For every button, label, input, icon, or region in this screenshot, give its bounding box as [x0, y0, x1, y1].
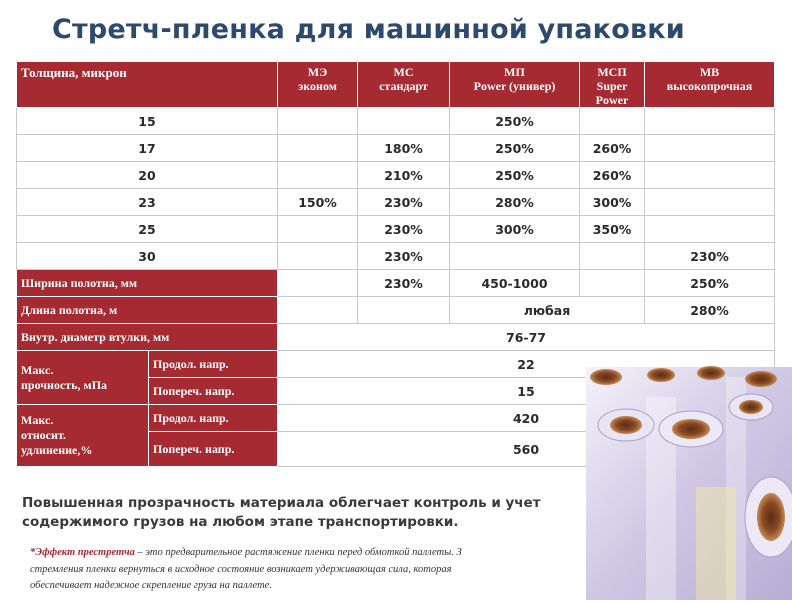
- elongation-trans-label: Попереч. напр.: [149, 432, 278, 467]
- width-row: [17, 270, 775, 297]
- core-row: [17, 324, 775, 351]
- value-cell: [278, 270, 358, 297]
- value-cell: [358, 297, 450, 324]
- value-cell: 230%: [358, 243, 450, 270]
- stretch-film-rolls-photo: [586, 367, 792, 600]
- thickness-cell: 15: [17, 108, 278, 135]
- value-cell: [278, 216, 358, 243]
- value-cell: [645, 189, 775, 216]
- page-title: Стретч-пленка для машинной упаковки: [52, 14, 685, 45]
- table-row: [17, 216, 775, 243]
- transparency-note: [22, 494, 541, 532]
- value-cell: 450-1000: [450, 270, 580, 297]
- note-line-2: содержимого грузов на любом этапе транспортировки.: [22, 514, 459, 530]
- note-line-1: Повышенная прозрачность материала облегчает контроль и учет: [22, 495, 541, 511]
- value-cell: 250%: [450, 162, 580, 189]
- core-value: 76-77: [278, 324, 775, 351]
- value-cell: 280%: [450, 189, 580, 216]
- elongation-long-label: Продол. напр.: [149, 405, 278, 432]
- value-cell: [450, 243, 580, 270]
- value-cell: 230%: [358, 189, 450, 216]
- value-cell: [278, 162, 358, 189]
- value-cell: [580, 270, 645, 297]
- thickness-cell: 25: [17, 216, 278, 243]
- footnote-line-2: стремления пленки вернуться в исходное состояние возникает удерживающая сила, которая: [30, 563, 452, 575]
- width-label: Ширина полотна, мм: [17, 270, 278, 297]
- column-header-mc: МС стандарт: [358, 62, 450, 108]
- core-label: Внутр. диаметр втулки, мм: [17, 324, 278, 351]
- value-cell: [580, 243, 645, 270]
- value-cell: [278, 297, 358, 324]
- table-row: [17, 108, 775, 135]
- value-cell: 230%: [358, 270, 450, 297]
- footnote-term: *Эффект престретча: [30, 547, 135, 558]
- film-rolls-illustration: [586, 367, 792, 600]
- value-cell: [645, 135, 775, 162]
- footnote-line-1: – это предварительное растяжение пленки перед обмоткой паллеты. З: [134, 547, 462, 558]
- table-row: [17, 135, 775, 162]
- thickness-cell: 30: [17, 243, 278, 270]
- footnote-line-3: обеспечивает надежное скрепление груза на паллете.: [30, 580, 272, 591]
- value-cell: 300%: [450, 216, 580, 243]
- value-cell: 350%: [580, 216, 645, 243]
- thickness-cell: 23: [17, 189, 278, 216]
- value-cell: 180%: [358, 135, 450, 162]
- value-cell: 260%: [580, 135, 645, 162]
- table-row: [17, 162, 775, 189]
- elongation-label: Макс. относит. удлинение,%: [17, 405, 149, 467]
- thickness-cell: 20: [17, 162, 278, 189]
- length-row: [17, 297, 775, 324]
- strength-long-label: Продол. напр.: [149, 351, 278, 378]
- value-cell: [358, 108, 450, 135]
- elongation-long-value: 420: [278, 405, 775, 432]
- value-cell: 250%: [645, 270, 775, 297]
- thickness-cell: 17: [17, 135, 278, 162]
- column-header-mv: МВ высокопрочная: [645, 62, 775, 108]
- length-mv-value: 280%: [645, 297, 775, 324]
- length-label: Длина полотна, м: [17, 297, 278, 324]
- value-cell: [278, 108, 358, 135]
- value-cell: 210%: [358, 162, 450, 189]
- value-cell: [278, 135, 358, 162]
- value-cell: [645, 108, 775, 135]
- strength-long-value: 22: [278, 351, 775, 378]
- corner-prestretch-label: Престретч: [157, 108, 220, 123]
- value-cell: 250%: [450, 135, 580, 162]
- table-row: [17, 243, 775, 270]
- length-value: любая: [450, 297, 645, 324]
- strength-trans-value: 15: [278, 378, 775, 405]
- column-header-me: МЭ эконом: [278, 62, 358, 108]
- value-cell: 230%: [645, 243, 775, 270]
- table-row: [17, 189, 775, 216]
- value-cell: 150%: [278, 189, 358, 216]
- value-cell: [645, 216, 775, 243]
- value-cell: 250%: [450, 108, 580, 135]
- elongation-trans-value: 560: [278, 432, 775, 467]
- value-cell: [278, 243, 358, 270]
- value-cell: 230%: [358, 216, 450, 243]
- value-cell: [645, 162, 775, 189]
- corner-thickness-label: Толщина, микрон: [21, 65, 127, 80]
- column-header-mp: МП Power (универ): [450, 62, 580, 108]
- value-cell: 300%: [580, 189, 645, 216]
- value-cell: [580, 108, 645, 135]
- column-header-msp: МСП Super Power: [580, 62, 645, 108]
- prestretch-footnote: [30, 545, 590, 595]
- value-cell: 260%: [580, 162, 645, 189]
- strength-trans-label: Попереч. напр.: [149, 378, 278, 405]
- strength-label: Макс. прочность, мПа: [17, 351, 149, 405]
